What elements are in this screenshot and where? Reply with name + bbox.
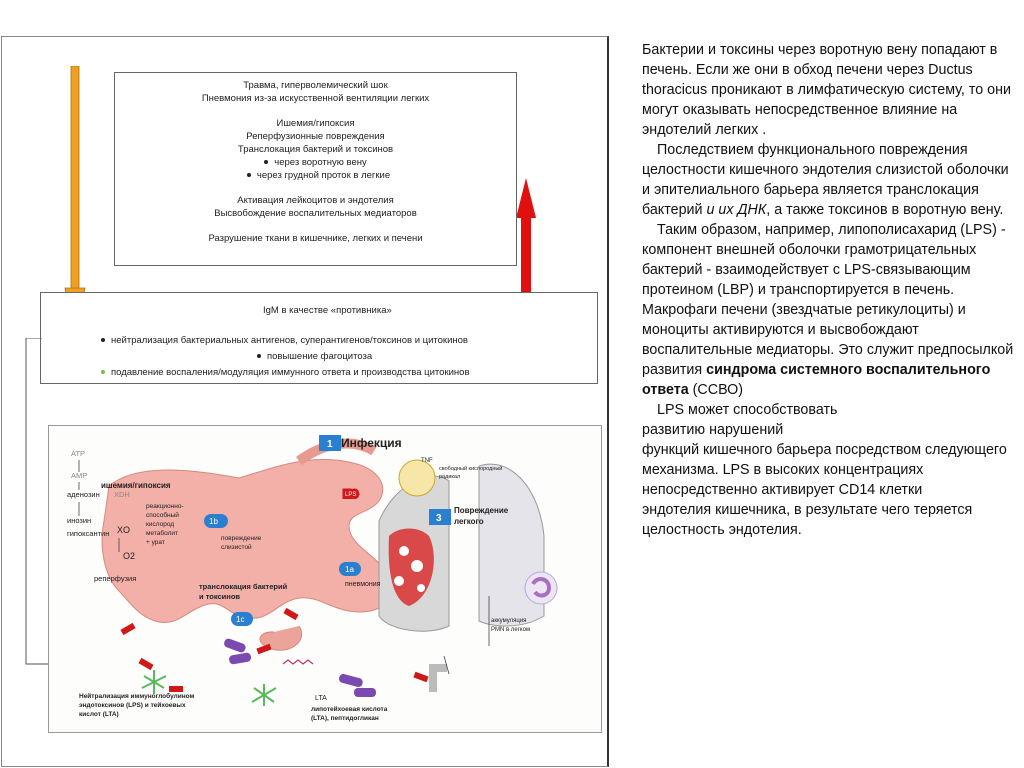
label-hypoxanthine: гипоксантин [67,529,110,538]
paragraph-2: Последствием функционального повреждения целостности кишечного эндотелия слизистой оболочки и эпителиального барьера является транслокация бактерий и их ДНК, а также токсинов в воротную вену. [642,142,1009,218]
badge-1b-label: 1b [209,517,218,526]
causes-line: Ишемия/гипоксия [276,118,355,129]
igm-title: IgM в качестве «противника» [263,305,392,316]
label-lipoteichoic: (LTA), пептидогликан [311,715,379,722]
badge-1-label: 1 [327,439,333,450]
label-lung-damage: Повреждение [454,506,509,515]
causes-line: Реперфузионные повреждения [246,131,385,142]
label-free-radical: радикал [439,474,461,480]
badge-3-label: 3 [436,513,442,524]
label-amp: AMP [71,471,88,480]
paragraph-4-line: эндотелия кишечника, в результате чего теряется целостность эндотелия. [642,502,973,538]
label-free-radical: свободный кислородный [439,466,503,472]
tnf-cell [399,460,435,496]
label-mucosa: повреждение [221,535,262,542]
label-reperfusion: реперфузия [94,574,137,583]
causes-box [114,72,517,266]
label-neutralization: эндотоксинов (LPS) и тейхоевых [79,702,186,709]
label-tnf: TNF [421,458,433,464]
label-adenosine: аденозин [67,490,100,499]
label-pmn: PMN в легком [491,627,531,633]
label-inosine: инозин [67,516,92,525]
infection-figure [48,425,602,733]
causes-bullet: через воротную вену [115,156,516,169]
label-lung-damage: легкого [454,517,484,526]
paragraph-1: Бактерии и токсины через воротную вену попадают в печень. Если же они в обход печени через Ductus thoracicus проникают в лимфатическую систему, то они могут оказывать непосредственное влияние на эндотелий легких . [642,42,1011,138]
label-lps: LPS [345,492,357,498]
causes-line: Травма, гиперволемический шок [243,80,388,91]
label-reactive: способный [146,512,179,519]
paragraph-4-line: развитию нарушений [642,422,784,438]
causes-bullet: через грудной проток в легкие [115,169,516,182]
causes-line: Активация лейкоцитов и эндотелия [237,195,394,206]
figure-title: Инфекция [341,436,402,450]
paragraph-3: Таким образом, например, липополисахарид (LPS) - компонент внешней оболочки грамотрицательных бактерий - взаимодействует с LPS-связывающим протеином (LBP) и транспортируется в печень. Макрофаги печени (звездчатые ретикулоциты) и моноциты активируются и высвобождают воспалительные медиаторы. Это служит предпосылкой развития синдрома системного воспалительного ответа (ССВО) [642,222,1014,398]
label-reactive: + урат [146,539,165,546]
badge-1c-label: 1c [236,615,245,624]
igm-item: нейтрализация бактериальных антигенов, суперантигенов/токсинов и цитокинов [101,335,468,346]
label-xdh: XDH [114,490,130,499]
label-ischemia: ишемия/гипоксия [101,481,171,490]
causes-line: Транслокация бактерий и токсинов [237,144,394,155]
label-pmn: аккумуляция [491,618,527,624]
label-reactive: реакционно- [146,503,184,510]
label-neutralization: Нейтрализация иммуноглобулином [79,693,195,700]
label-mucosa: слизистой [221,544,252,551]
label-pneumonia: пневмония [345,581,381,588]
igm-item: подавление воспаления/модуляция иммунного ответа и производства цитокинов [101,367,470,378]
causes-line: Высвобождение воспалительных медиаторов [214,208,417,219]
label-o2: O2 [123,551,136,561]
causes-line: Разрушение ткани в кишечнике, легких и печени [208,233,423,244]
causes-line: Пневмония из-за искусственной вентиляции легких [201,93,430,104]
explanation-text [642,40,1018,540]
label-translocation: транслокация бактерий [199,582,288,591]
paragraph-4-line: функций кишечного барьера посредством следующего механизма. LPS в высоких концентрациях непосредственно активирует CD14 клетки [642,442,1007,498]
igm-item: повышение фагоцитоза [257,351,372,362]
label-xo: XO [117,525,131,535]
label-reactive: кислород [146,521,175,528]
paragraph-4-line: LPS может способствовать [657,402,838,418]
pmn-cell [525,572,557,604]
label-neutralization: кислот (LTA) [79,711,119,718]
label-atp: ATP [71,449,86,458]
label-reactive: метаболит [146,530,178,537]
label-lta: LTA [315,695,327,702]
label-translocation: и токсинов [199,592,241,601]
label-lipoteichoic: липотейхоевая кислота [311,706,388,713]
badge-1a-label: 1a [345,565,354,574]
